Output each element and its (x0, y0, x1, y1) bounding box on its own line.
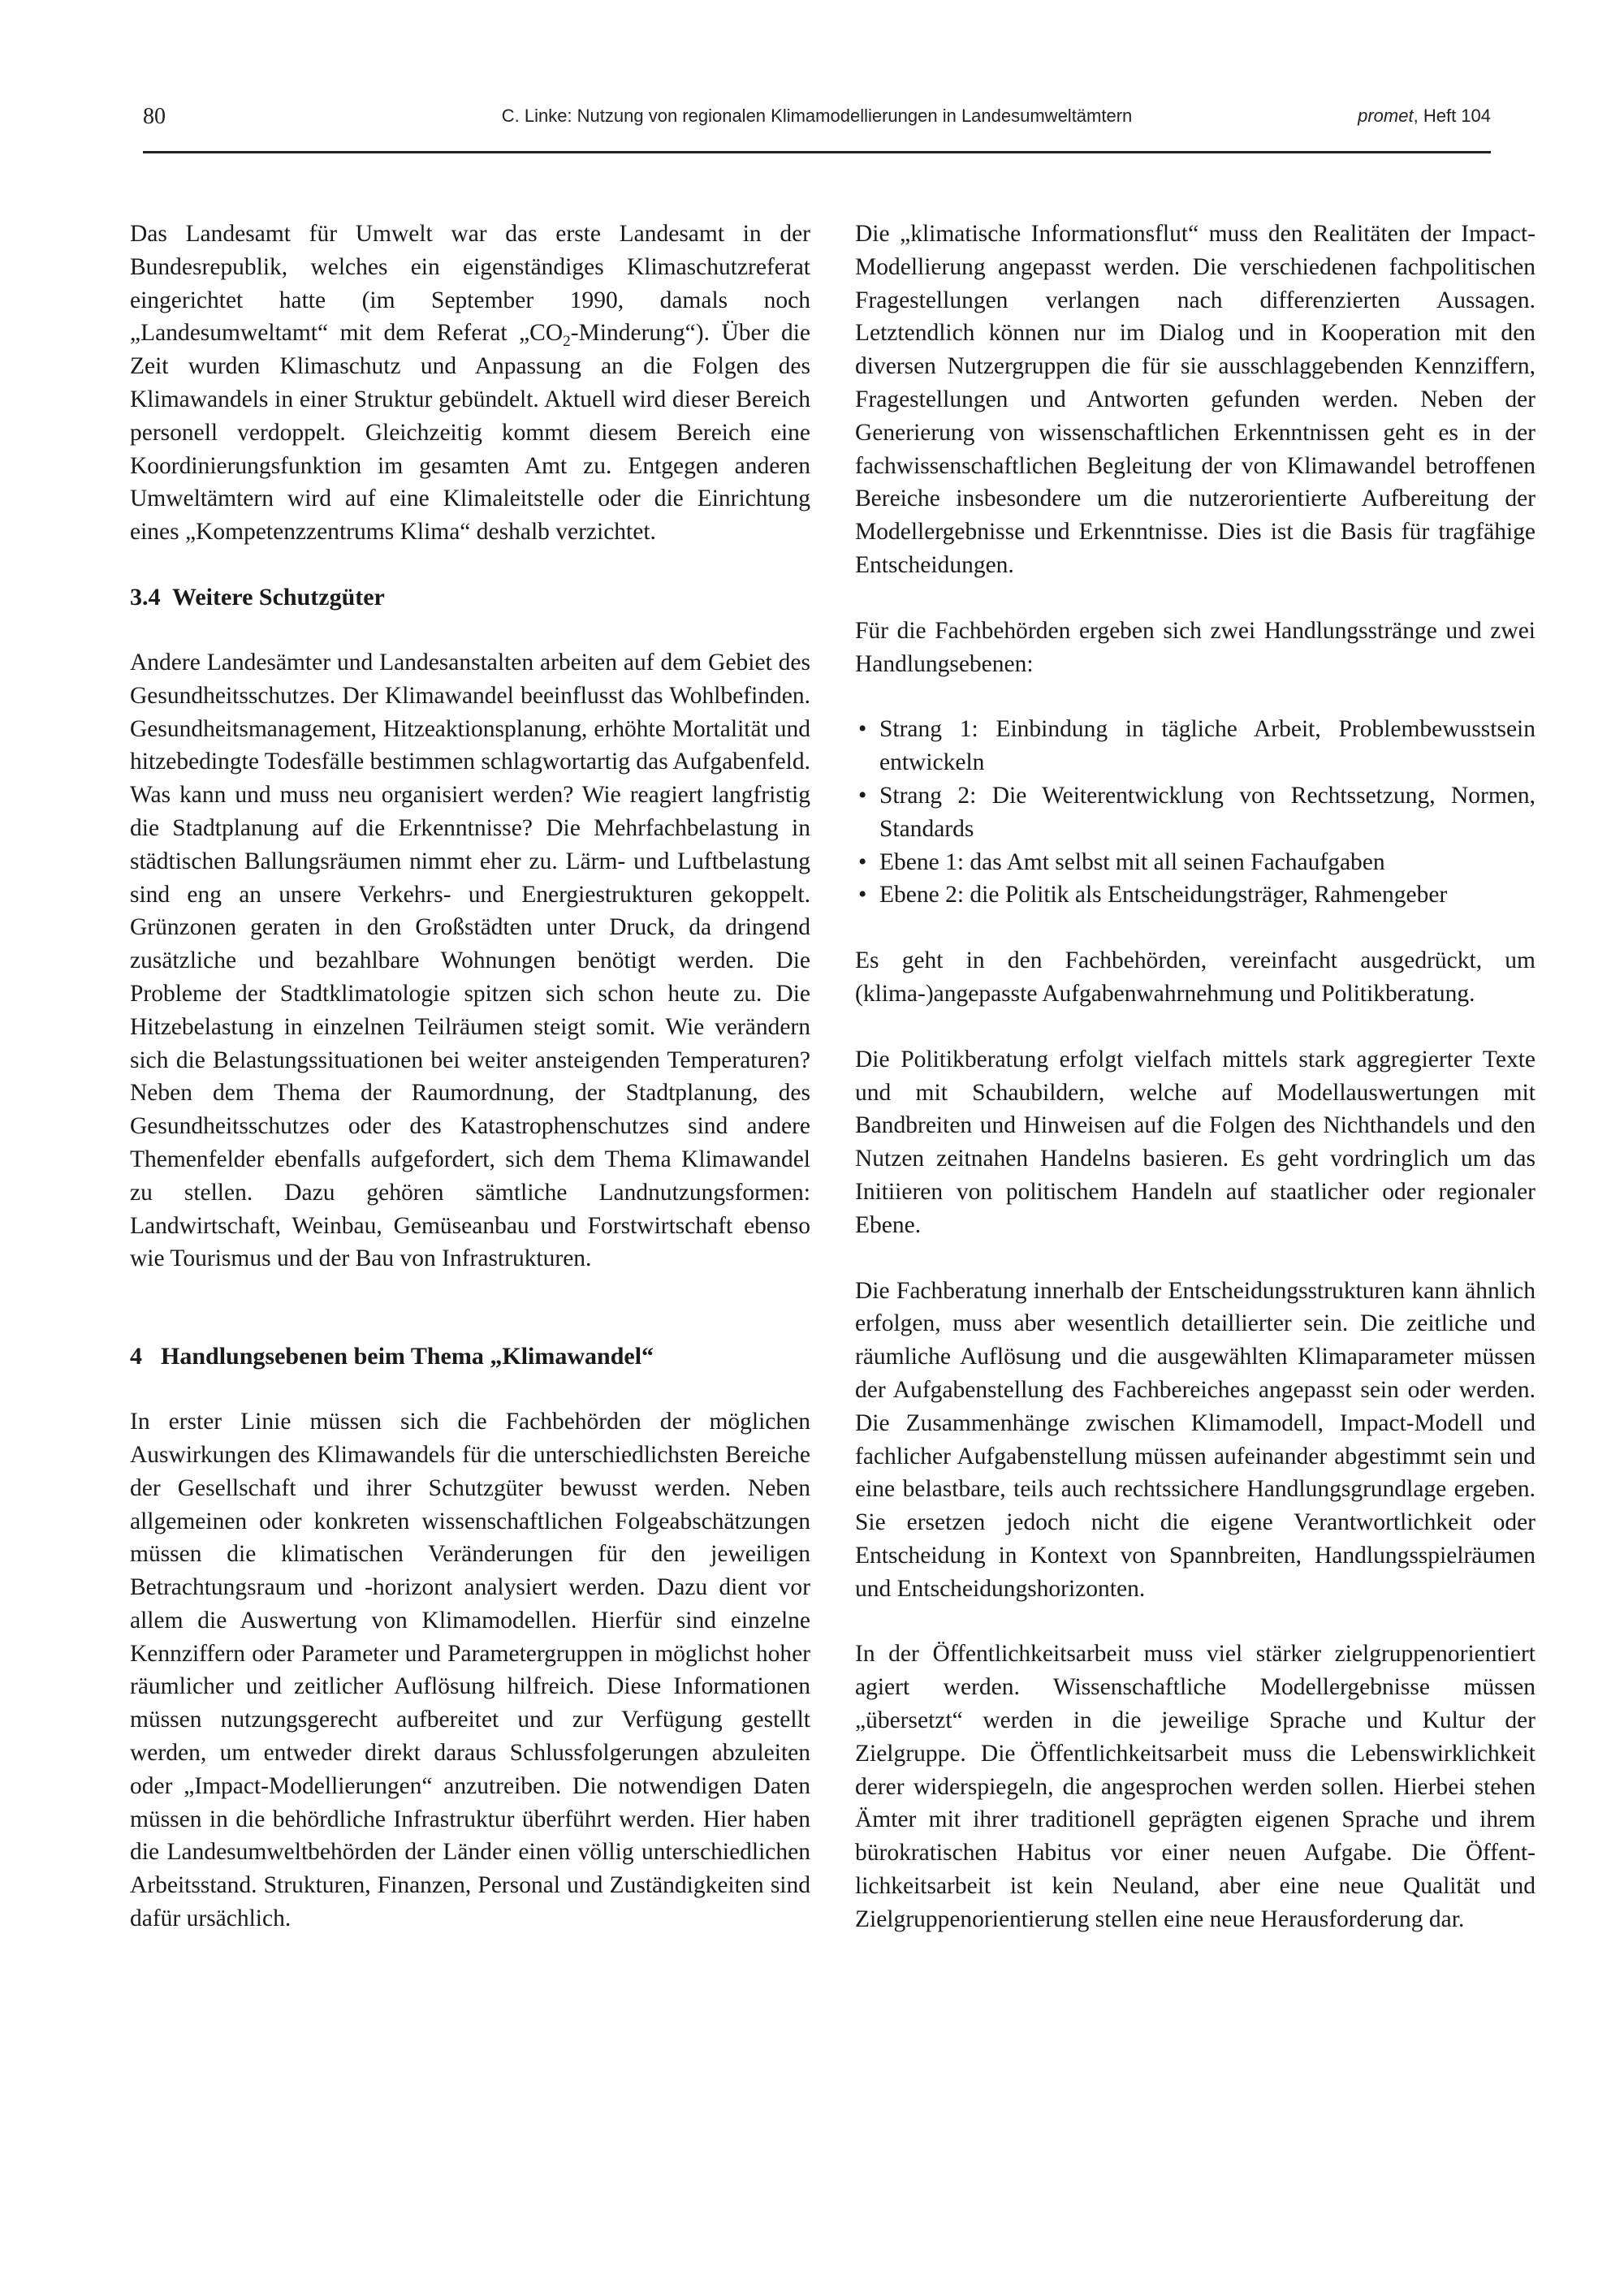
journal-brand: promet (1358, 106, 1414, 126)
journal-reference (1358, 106, 1491, 127)
page-number: 80 (143, 104, 166, 129)
paragraph-text: -Minderung“). Über die Zeit wurden Klimaschutz und Anpassung an die Folgen des Klimawandels in einer Struktur gebündelt. Aktuell wird dieser Bereich personell verdoppelt. Gleichzeitig kommt diesem Bereich eine Koordinierungsfunktion im gesamten Amt zu. Entgegen anderen Umweltämtern wird auf eine Klimaleitstelle oder die Einrichtung eines „Kompetenzzentrums Klima“ deshalb verzichtet. (130, 320, 810, 546)
section-number: 4 (130, 1343, 142, 1370)
paragraph: In der Öffentlichkeitsarbeit muss viel stärker zielgruppenorientiert agiert werden. Wissenschaftliche Modellergebnisse müssen „übersetzt“ werden in die jeweilige Sprache und Kultur der Zielgruppe. Die Öffentlichkeitsarbeit muss die Lebenswirklichkeit derer widerspiegeln, die angesprochen werden sollen. Hierbei stehen Ämter mit ihrer traditionell geprägten eigenen Sprache und ihrem bürokratischen Habitus vor einer neuen Aufgabe. Die Öffentlichkeitsarbeit ist kein Neuland, aber eine neue Qualität und Zielgruppenorientierung stellen eine neue Herausforderung dar. (855, 1641, 1535, 1932)
section-heading-4 (130, 1340, 810, 1373)
list-item-text: Ebene 1: das Amt selbst mit all seinen Fachaufgaben (879, 848, 1385, 875)
section-number: 3.4 (130, 583, 161, 611)
list-item-text: Ebene 2: die Politik als Entscheidungsträger, Rahmengeber (879, 882, 1448, 908)
paragraph: Andere Landesämter und Landesanstalten arbeiten auf dem Gebiet des Gesundheitsschutzes. Der Klimawandel beeinflusst das Wohlbefinden. Gesundheitsmanagement, Hitzeaktionsplanung, erhöhte Mortalität und hitzebedingte Todesfälle bestimmen schlagwortartig das Aufgabenfeld. Was kann und muss neu organisiert werden? Wie reagiert langfristig die Stadtplanung auf die Erkenntnisse? Die Mehrfachbelastung in städtischen Ballungsräumen nimmt eher zu. Lärm- und Luftbelastung sind eng an unsere Verkehrs- und Energiestrukturen gekoppelt. Grünzonen geraten in den Großstädten unter Druck, da dringend zusätzliche und bezahlbare Wohnungen benötigt werden. Die Probleme der Stadtklimatologie spitzen sich schon heute zu. Die Hitzebelastung in einzelnen Teilräumen steigt somit. Wie verändern sich die Belastungssituationen bei weiter ansteigenden Temperaturen? Neben dem Thema der Raumordnung, der Stadtplanung, des Gesundheitsschutzes oder des Katastrophenschutzes sind andere Themenfelder ebenfalls aufgefordert, sich dem Thema Klimawandel zu stellen. Dazu gehören sämtliche Landnutzungsformen: Landwirtschaft, Weinbau, Gemüseanbau und Forstwirtschaft ebenso wie Tourismus und der Bau von Infrastrukturen. (130, 649, 810, 1272)
paragraph-text: Das Landesamt für Umwelt war das erste Landesamt in der Bundesrepublik, welches ein eigenständiges Klimaschutzreferat eingerichtet hatte (im September 1990, damals noch „Landesumweltamt“ mit dem Referat „CO (130, 221, 810, 347)
journal-issue: , Heft 104 (1413, 106, 1491, 126)
paragraph: Die „klimatische Informationsflut“ muss den Realitäten der Impact-Modellierung angepasst werden. Die verschiedenen fachpolitischen Fragestellungen verlangen nach differenzierten Aussagen. Letztendlich können nur im Dialog und in Kooperation mit den diversen Nutzergruppen die für sie ausschlaggebenden Kennziffern, Fragestellungen und Antworten gefunden werden. Neben der Generierung von wissenschaftlichen Erkenntnissen geht es in der fachwissenschaftlichen Begleitung der von Klimawandel betroffenen Bereiche insbesondere um die nutzerorientierte Aufbereitung der Modellergebnisse und Erkenntnisse. Dies ist die Basis für tragfähige Entscheidungen. (855, 221, 1535, 578)
bullet-icon: • (858, 882, 867, 908)
page-header (143, 104, 1491, 133)
paragraph: In erster Linie müssen sich die Fachbehörden der möglichen Auswirkungen des Klimawandels für die unterschiedlichsten Bereiche der Gesellschaft und ihrer Schutzgüter bewusst werden. Neben allgemeinen oder konkreten wissenschaftlichen Folgeabschätzungen müssen die klimatischen Veränderungen für den jeweiligen Betrachtungsraum und -horizont analysiert werden. Dazu dient vor allem die Auswertung von Klimamodellen. Hierfür sind einzelne Kennziffern oder Parameter und Parametergruppen in möglichst hoher räumlicher und zeitlicher Auflösung hilfreich. Diese Informationen müssen nutzungsgerecht aufbereitet und zur Verfügung gestellt werden, um entweder direkt daraus Schlussfolgerungen abzuleiten oder „Impact-Modellierungen“ anzutreiben. Die notwendigen Daten müssen in die behördliche Infrastruktur überführt werden. Hier haben die Landesumweltbehörden der Länder einen völlig unterschiedlichen Arbeitsstand. Strukturen, Finanzen, Personal und Zuständigkeiten sind dafür ursächlich. (130, 1409, 810, 1932)
section-heading-3-4 (130, 581, 810, 614)
section-title: Handlungsebenen beim Thema „Klimawandel“ (161, 1343, 654, 1370)
bullet-icon: • (858, 716, 867, 743)
section-title: Weitere Schutzgüter (172, 583, 385, 611)
paragraph: Für die Fachbehörden ergeben sich zwei Handlungsstränge und zwei Handlungsebenen: (855, 617, 1535, 677)
list-item-text: Strang 2: Die Weiterentwicklung von Rechtssetzung, Normen, Standards (879, 782, 1535, 842)
list-item-text: Strang 1: Einbindung in tägliche Arbeit, Problembewusstsein entwickeln (879, 716, 1535, 776)
list-item (855, 713, 1535, 779)
paragraph: Es geht in den Fachbehörden, vereinfacht ausgedrückt, um (klima-)angepasste Aufgabenwahrnehmung und Politikberatung. (855, 947, 1535, 1007)
bullet-icon: • (858, 848, 867, 875)
subscript: 2 (563, 333, 571, 351)
paragraph (130, 218, 810, 549)
paragraph: Die Politikberatung erfolgt vielfach mittels stark aggregierter Texte und mit Schaubildern, welche auf Modellauswertungen mit Bandbreiten und Hinweisen auf die Folgen des Nichthandels und den Nutzen zeitnahen Handelns basieren. Es geht vordringlich um das Initiieren von politischem Handeln auf staatlicher oder regionaler Ebene. (855, 1046, 1535, 1238)
left-column (130, 218, 810, 1968)
bullet-list (855, 713, 1535, 912)
list-item (855, 878, 1535, 912)
right-column (855, 218, 1535, 1969)
list-item (855, 846, 1535, 879)
header-rule (143, 151, 1491, 153)
paragraph: Die Fachberatung innerhalb der Entscheidungsstrukturen kann ähnlich erfolgen, muss aber wesentlich detaillierter sein. Die zeitliche und räumliche Auflösung und die ausgewählten Klimaparameter müssen der Aufgabenstellung des Fachbereiches angepasst sein oder werden. Die Zusammenhänge zwischen Klimamodell, Impact-Modell und fachlicher Aufgabenstellung müssen aufeinander abgestimmt sein und eine belastbare, teils auch rechtssichere Handlungsgrundlage ergeben. Sie ersetzen jedoch nicht die eigene Verantwortlichkeit oder Entscheidung in Kontext von Spannbreiten, Handlungsspielräumen und Entscheidungshorizonten. (855, 1277, 1535, 1602)
running-title: C. Linke: Nutzung von regionalen Klimamodellierungen in Landesumweltämtern (501, 106, 1133, 126)
list-item (855, 779, 1535, 846)
bullet-icon: • (858, 782, 867, 809)
